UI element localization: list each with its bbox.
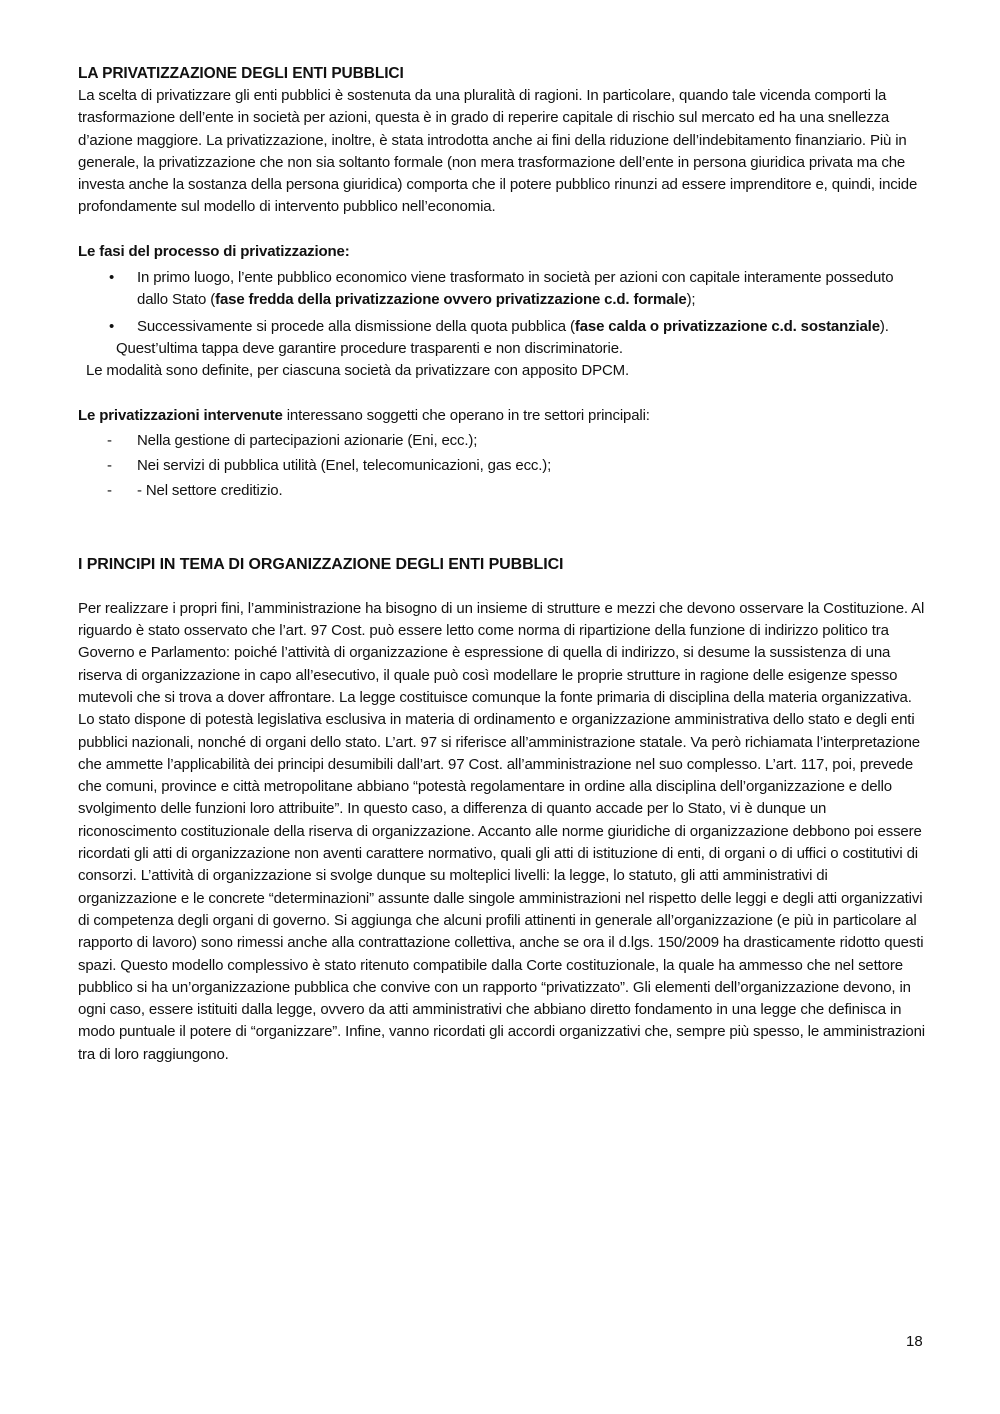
phase-item-sostanziale	[78, 316, 928, 338]
phase-item-bold: fase fredda della privatizzazione ovvero privatizzazione c.d. formale	[215, 291, 687, 309]
phase-item-end: ).	[879, 317, 889, 335]
page-number: 18	[906, 1333, 923, 1350]
section-title-organizzazione: I PRINCIPI IN TEMA DI ORGANIZZAZIONE DEGLI ENTI PUBBLICI	[78, 555, 564, 573]
phase-item-formale	[78, 267, 928, 312]
phase-item-end: );	[686, 291, 696, 309]
section-title-privatizzazione: LA PRIVATIZZAZIONE DEGLI ENTI PUBBLICI	[78, 65, 404, 82]
sector-item-text: Nei servizi di pubblica utilità (Enel, telecomunicazioni, gas ecc.);	[137, 457, 552, 475]
section-body-privatizzazione: La scelta di privatizzare gli enti pubblici è sostenuta da una pluralità di ragioni. In particolare, quando tale vicenda comporti la trasformazione dell’ente in società per azioni, questa è in grado di reperire capitale di rischio sul mercato ed ha una snellezza d’azione maggiore. La privatizzazione, inoltre, è stata introdotta anche ai fini della riduzione dell’indebitamento finanziario. Più in generale, la privatizzazione che non sia soltanto formale (non mera trasformazione dell’ente in persona giuridica privata ma che investa anche la sostanza della persona giuridica) comporta che il potere pubblico rinunzi ad essere imprenditore e, quindi, incide profondamente sul modello di intervento pubblico nell’economia.	[78, 87, 918, 216]
phases-note-procedure: Quest’ultima tappa deve garantire procedure trasparenti e non discriminatorie.	[116, 339, 623, 357]
bullet-icon: •	[109, 269, 115, 287]
sector-item	[78, 455, 928, 477]
dash-icon: -	[107, 457, 112, 475]
dash-icon: -	[107, 482, 112, 500]
privatizations-lead-bold: Le privatizzazioni intervenute	[78, 406, 283, 424]
sectors-list	[78, 430, 928, 503]
sector-item-text: Nella gestione di partecipazioni azionarie (Eni, ecc.);	[137, 431, 478, 449]
sector-item-text: - Nel settore creditizio.	[137, 482, 283, 500]
phases-note-dpcm: Le modalità sono definite, per ciascuna società da privatizzare con apposito DPCM.	[86, 362, 630, 380]
sector-item	[78, 430, 928, 452]
document-page	[78, 63, 928, 1066]
privatizations-lead-rest: interessano soggetti che operano in tre settori principali:	[282, 406, 650, 424]
phase-item-text: In primo luogo, l’ente pubblico economico viene trasformato in società per azioni con capitale interamente posseduto dallo Stato (	[137, 269, 894, 309]
phases-heading	[78, 241, 928, 263]
section-body-organizzazione: Per realizzare i propri fini, l’amministrazione ha bisogno di un insieme di strutture e mezzi che devono osservare la Costituzione. Al riguardo è stato osservato che l’art. 97 Cost. può essere letto come norma di ripartizione della funzione di indirizzo politico tra Governo e Parlamento: poiché l’attività di organizzazione è espressione di quella di indirizzo, si desume la sussistenza di una riserva di organizzazione in capo all’esecutivo, il quale può così modellare le proprie strutture in ragione delle esigenze spesso mutevoli che si trova a dover affrontare. La legge costituisce comunque la fonte primaria di disciplina della materia organizzativa. Lo stato dispone di potestà legislativa esclusiva in materia di ordinamento e organizzazione amministrativa dello stato e degli enti pubblici nazionali, nonché di organi dello stato. L’art. 97 si riferisce all’amministrazione statale. Va però richiamata l’interpretazione che ammette l’applicabilità dei principi desumibili dall’art. 97 Cost. all’amministrazione nel suo complesso. L’art. 117, poi, prevede che comuni, province e città metropolitane abbiano “potestà regolamentare in ordine alla disciplina dell’organizzazione e dello svolgimento delle funzioni loro attribuite”. In questo caso, a differenza di quanto accade per lo Stato, vi è dunque un riconoscimento costituzionale della riserva di organizzazione. Accanto alle norme giuridiche di organizzazione debbono poi essere ricordati gli atti di organizzazione non aventi carattere normativo, quali gli atti di istituzione di enti, di organi o di uffici o costitutivi di consorzi. L’attività di organizzazione si svolge dunque su molteplici livelli: la legge, lo statuto, gli atti amministrativi di organizzazione e le concrete “determinazioni” assunte dalle singole amministrazioni nel rispetto delle leggi e degli atti organizzativi di competenza degli organi di governo. Si aggiunga che alcuni profili attinenti in generale all’organizzazione (e più in particolare al rapporto di lavoro) sono rimessi anche alla contrattazione collettiva, anche se ora il d.lgs. 150/2009 ha drasticamente ridotto questi spazi. Questo modello complessivo è stato ritenuto compatibile dalla Corte costituzionale, la quale ha ammesso che nel settore pubblico si ha un’organizzazione pubblica che convive con un rapporto “privatizzato”. Gli elementi dell’organizzazione devono, in ogni caso, essere istituiti dalla legge, ovvero da atti amministrativi che abbiano diretto fondamento in una legge che definisca in modo puntuale il potere di “organizzare”. Infine, vanno ricordati gli accordi organizzativi che, sempre più spesso, le amministrazioni tra di loro raggiungono.	[78, 599, 925, 1063]
phase-item-bold: fase calda o privatizzazione c.d. sostanziale	[574, 317, 880, 335]
sector-item	[78, 480, 928, 502]
phase-item-text: Successivamente si procede alla dismissione della quota pubblica (	[137, 317, 575, 335]
phases-list	[78, 267, 928, 338]
dash-icon: -	[107, 431, 112, 449]
phases-heading-text: Le fasi del processo di privatizzazione:	[78, 242, 350, 260]
bullet-icon: •	[109, 317, 115, 335]
privatizations-lead	[78, 405, 928, 427]
